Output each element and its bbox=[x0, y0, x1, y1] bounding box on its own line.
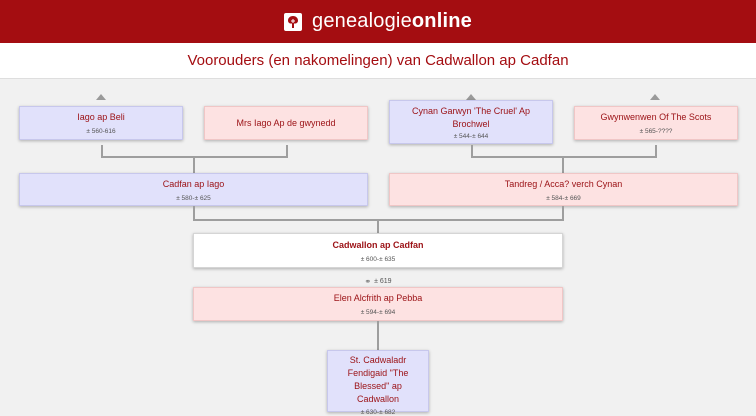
connector-line bbox=[377, 219, 379, 233]
person-name: Cadwallon ap Cadfan bbox=[332, 239, 424, 250]
person-dates: ± 584-± 669 bbox=[546, 194, 581, 202]
page-title: Voorouders (en nakomelingen) van Cadwallon ap Cadfan bbox=[187, 52, 569, 69]
person-card-grandmother-paternal[interactable] bbox=[204, 106, 368, 140]
marriage-date: ± 619 bbox=[374, 277, 392, 285]
person-dates: ± 630-± 682 bbox=[360, 409, 396, 416]
person-card-child[interactable] bbox=[327, 350, 429, 416]
person-dates: ± 544-± 644 bbox=[453, 132, 489, 140]
brand-logo[interactable] bbox=[284, 10, 472, 33]
person-dates: ± 580-± 625 bbox=[176, 194, 211, 202]
family-tree-logo-icon bbox=[284, 13, 302, 31]
connector-line bbox=[562, 156, 564, 173]
person-name: Mrs Iago Ap de gwynedd bbox=[236, 117, 336, 128]
person-name: Elen Alcfrith ap Pebba bbox=[333, 293, 423, 303]
connector-line bbox=[193, 206, 195, 220]
person-dates: ± 565-???? bbox=[639, 128, 673, 135]
expand-ancestors-arrow-icon[interactable] bbox=[650, 94, 660, 100]
connector-line bbox=[471, 156, 657, 158]
title-bar bbox=[0, 43, 756, 79]
person-dates: ± 600-± 635 bbox=[360, 255, 396, 263]
person-card-grandfather-paternal[interactable] bbox=[19, 106, 183, 140]
person-card-spouse[interactable] bbox=[193, 287, 563, 321]
connector-line bbox=[193, 156, 195, 173]
connector-line bbox=[562, 206, 564, 220]
marriage-rings-icon: ⚭ bbox=[364, 276, 372, 286]
person-name: Cadfan ap Iago bbox=[162, 178, 225, 189]
connector-line bbox=[377, 321, 379, 350]
person-name: Gwynwenwen Of The Scots bbox=[600, 112, 712, 122]
person-card-mother[interactable] bbox=[389, 173, 738, 206]
person-name: Iago ap Beli bbox=[77, 112, 125, 122]
person-name: Cynan Garwyn 'The Cruel' Ap Brochwel bbox=[412, 105, 530, 129]
person-card-grandfather-maternal[interactable] bbox=[389, 100, 553, 144]
top-bar bbox=[0, 0, 756, 43]
person-card-father[interactable] bbox=[19, 173, 368, 206]
expand-ancestors-arrow-icon[interactable] bbox=[96, 94, 106, 100]
person-name: Tandreg / Acca? verch Cynan bbox=[504, 178, 623, 189]
person-card-subject[interactable] bbox=[193, 233, 563, 268]
person-dates: ± 560-616 bbox=[86, 128, 116, 135]
person-dates: ± 594-± 694 bbox=[360, 309, 396, 316]
marriage-info bbox=[358, 276, 398, 286]
person-name: St. Cadwaladr Fendigaid "The Blessed" ap Cadwallon bbox=[347, 355, 409, 404]
brand-name: genealogieonline bbox=[312, 10, 472, 32]
person-card-grandmother-maternal[interactable] bbox=[574, 106, 738, 140]
